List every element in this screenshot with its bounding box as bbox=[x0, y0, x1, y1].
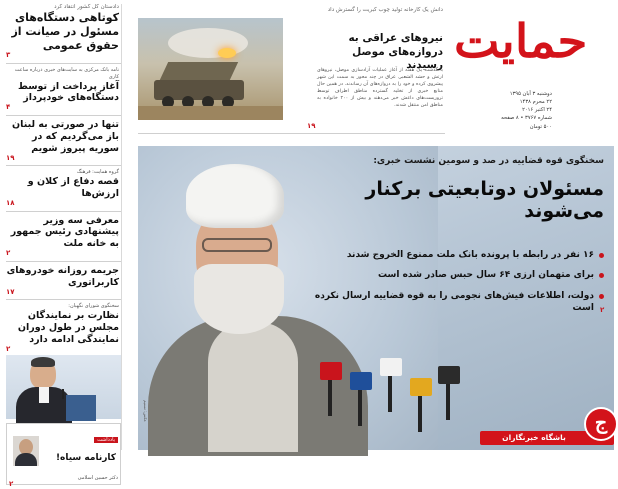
main-story-text bbox=[304, 156, 604, 322]
newspaper-logo[interactable] bbox=[448, 4, 614, 90]
divider bbox=[6, 165, 121, 166]
left-item-text: سخنگوی شورای نگهبان: bbox=[68, 303, 119, 310]
left-item-1[interactable] bbox=[6, 4, 121, 60]
page-number: ۱۹ bbox=[307, 122, 316, 130]
page-number: ۱۷ bbox=[6, 287, 15, 296]
date-block bbox=[492, 90, 552, 122]
left-item-text: گروه همایت: فرهنگ bbox=[76, 169, 119, 176]
page-number: ۲ bbox=[6, 249, 11, 258]
author-avatar bbox=[13, 436, 39, 466]
left-item-6[interactable] bbox=[6, 265, 121, 296]
page-number: ۲ bbox=[9, 480, 14, 489]
divider bbox=[6, 261, 121, 262]
top-news-block[interactable] bbox=[138, 4, 445, 134]
page-number: ۴ bbox=[6, 103, 11, 112]
date-line: ۲۴ اکتبر ۲۰۱۶ bbox=[522, 107, 552, 114]
divider bbox=[6, 115, 121, 116]
bullet-item: دولت، اطلاعات فیش‌های نجومی را به قوه قضاییه ارسال نکرده است bbox=[304, 290, 604, 314]
left-item-headline: تنها در صورتی به لبنان باز می‌گردیم که در سوریه پیروز شویم bbox=[12, 119, 119, 154]
left-news-column bbox=[6, 4, 122, 489]
watermark-label: باشگاه خبرنگاران bbox=[502, 433, 566, 442]
price: ۵۰۰ تومان bbox=[529, 124, 552, 130]
left-item-7[interactable] bbox=[6, 303, 121, 353]
rocket-launcher-photo bbox=[138, 18, 283, 120]
left-item-headline: نظارت بر نمایندگان مجلس در طول دوران نمایندگی ادامه دارد bbox=[17, 310, 119, 345]
left-top-kicker: دادستان کل کشور انتقاد کرد bbox=[54, 4, 119, 10]
date-line: ۲۲ محرم ۱۴۳۸ bbox=[519, 99, 552, 106]
note-tag: یادداشت bbox=[94, 437, 118, 443]
date-line: شماره ۳۷۶۷ • ۸ صفحه bbox=[501, 115, 552, 122]
main-story-headline[interactable]: مسئولان دوتابعیتی برکنار می‌شوند bbox=[365, 177, 604, 223]
agency-watermark bbox=[480, 403, 614, 451]
agency-logo-glyph: ج bbox=[594, 412, 608, 434]
page-number: ۳ bbox=[6, 51, 11, 60]
note-headline: کارنامه سیاه! bbox=[55, 453, 116, 464]
speaker-photo bbox=[6, 355, 121, 419]
top-news-body: با گذشت یک هفته از آغاز عملیات آزادسازی موصل، نیروهای ارتش و حشد الشعبی عراق در چند محور به سمت این شهر پیشروی کرده و خود را به دروازه‌های آن رساندند. در همین حال منابع خبری از تخلیه گسترده مناطق اطراف توسط تروریست‌های داعش خبر می‌دهند و بیش از ۲۰۰ خانواده به مناطق امن منتقل شدند. bbox=[317, 68, 443, 108]
bullet-item: برای متهمان ارزی ۶۴ سال حبس صادر شده است bbox=[304, 269, 604, 281]
logo-wordmark: حمایت bbox=[454, 14, 588, 68]
left-item-headline: قصه دفاع از کلان و ارزش‌ها bbox=[27, 176, 119, 199]
left-item-text: نامه بانک مرکزی به سایت‌های خبری درباره ساعت کاری bbox=[14, 67, 119, 80]
page-number: ۱۹ bbox=[6, 153, 15, 162]
left-item-headline: جریمه روزانه خودروهای کاربراتوری bbox=[6, 264, 119, 288]
page-number: ۱۸ bbox=[6, 198, 15, 207]
top-news-headline: نیروهای عراقی به دروازه‌های موصل رسیدند bbox=[348, 32, 443, 72]
note-author: دکتر حسین اسلامی bbox=[77, 474, 118, 481]
left-item-2[interactable] bbox=[6, 67, 121, 112]
left-item-headline: آغاز پرداخت از توسط دستگاه‌های خودپرداز bbox=[18, 80, 119, 104]
date-line: دوشنبه ۳ آبان ۱۳۹۵ bbox=[509, 91, 552, 97]
left-item-4[interactable] bbox=[6, 169, 121, 207]
left-item-headline: معرفی سه وزیر پیشنهادی رئیس جمهور به خانه ملت bbox=[10, 214, 119, 250]
top-news-kicker: دانش یک کارخانه تولید چوب کبریت را گسترش داد bbox=[327, 7, 443, 13]
left-item-5[interactable] bbox=[6, 215, 121, 258]
microphones bbox=[318, 356, 468, 456]
bullet-item: ۱۶ نفر در رابطه با پرونده بانک ملت ممنوع الخروج شدند bbox=[304, 249, 604, 261]
left-item-3[interactable] bbox=[6, 119, 121, 162]
note-box[interactable] bbox=[6, 423, 121, 489]
photo-credit: عکس: تسنیم bbox=[143, 400, 148, 423]
masthead bbox=[448, 4, 614, 134]
main-story-kicker: سخنگوی قوه قضاییه در صد و سومین نشست خبری: bbox=[373, 156, 604, 166]
divider bbox=[6, 299, 121, 300]
page-number: ۲ bbox=[6, 344, 11, 353]
left-item-headline: کوتاهی دستگاه‌های مسئول در صیانت از حقوق عمومی bbox=[11, 11, 119, 52]
main-story-bullets bbox=[304, 249, 604, 314]
page-number: ۲ bbox=[600, 306, 605, 314]
divider bbox=[6, 63, 121, 64]
divider bbox=[6, 211, 121, 212]
